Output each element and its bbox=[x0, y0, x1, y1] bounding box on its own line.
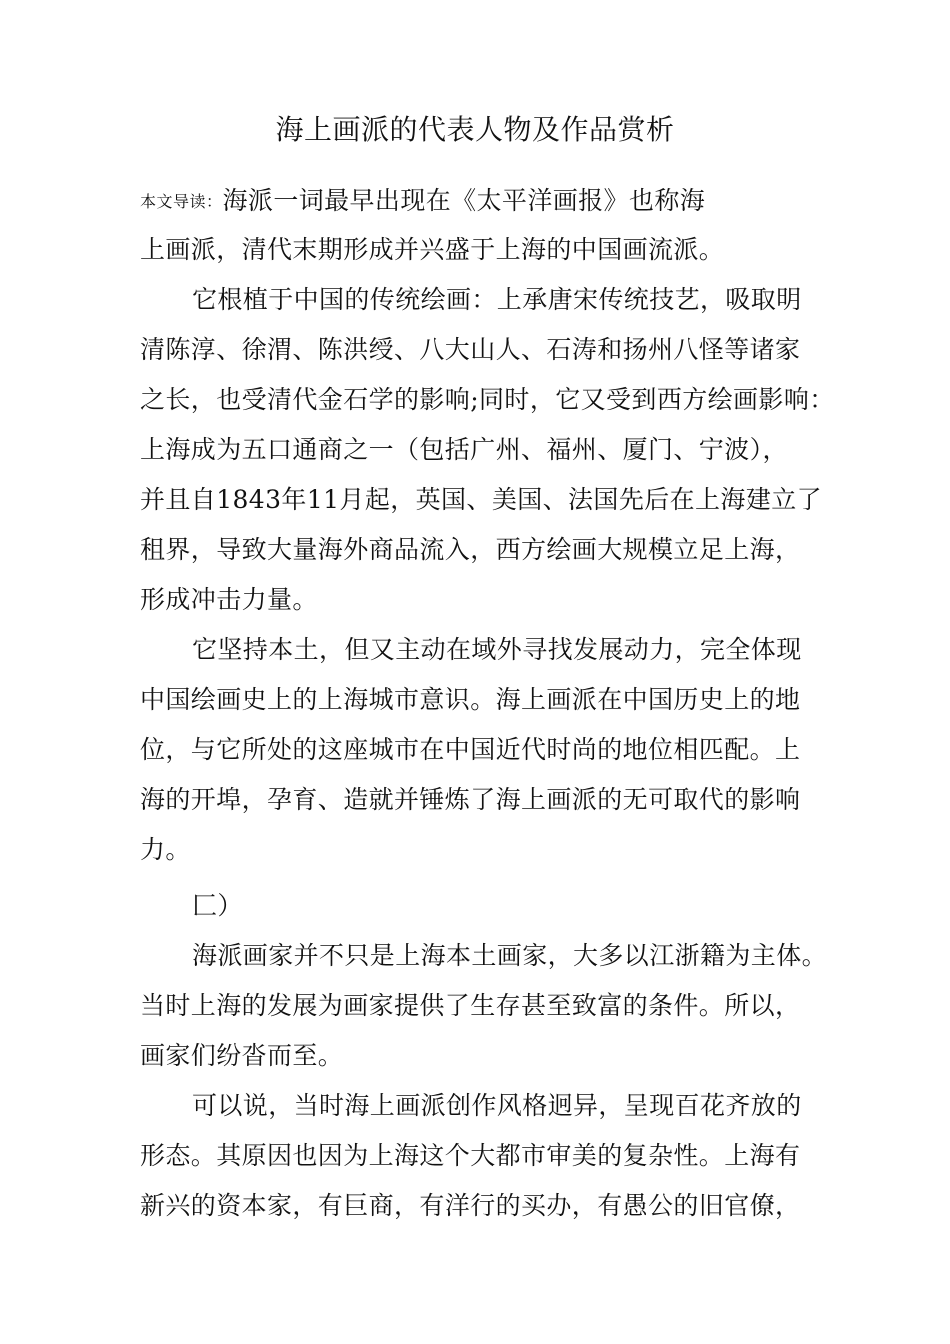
paragraph-line: 力。 bbox=[140, 835, 191, 864]
intro-text: 海派一词最早出现在《太平洋画报》也称海 bbox=[222, 186, 706, 215]
paragraph-line: 形态。其原因也因为上海这个大都市审美的复杂性。上海有 bbox=[140, 1141, 801, 1170]
paragraph-line: 清陈淳、徐渭、陈洪绶、八大山人、石涛和扬州八怪等诸家 bbox=[140, 335, 801, 364]
paragraph-line: 画家们纷沓而至。 bbox=[140, 1041, 344, 1070]
intro-label: 本文导读： bbox=[140, 192, 223, 211]
paragraph-line: 形成冲击力量。 bbox=[140, 585, 318, 614]
document-title: 海上画派的代表人物及作品赏析 bbox=[275, 113, 675, 146]
paragraph-line: 它根植于中国的传统绘画：上承唐宋传统技艺，吸取明 bbox=[192, 285, 802, 314]
paragraph-line: 中国绘画史上的上海城市意识。海上画派在中国历史上的地 bbox=[140, 685, 801, 714]
paragraph-line: 并且自1843年11月起，英国、美国、法国先后在上海建立了 bbox=[140, 485, 823, 514]
paragraph-line: 位，与它所处的这座城市在中国近代时尚的地位相匹配。上 bbox=[140, 735, 801, 764]
paragraph-line: 新兴的资本家，有巨商，有洋行的买办，有愚公的旧官僚， bbox=[140, 1191, 801, 1220]
paragraph-line: 海的开埠，孕育、造就并锤炼了海上画派的无可取代的影响 bbox=[140, 785, 801, 814]
paragraph-line: 之长，也受清代金石学的影响;同时，它又受到西方绘画影响： bbox=[140, 385, 835, 414]
paragraph-line: 可以说，当时海上画派创作风格迥异，呈现百花齐放的 bbox=[192, 1091, 802, 1120]
section-heading: 匚） bbox=[192, 891, 243, 920]
text-line: 上画派，清代末期形成并兴盛于上海的中国画流派。 bbox=[140, 235, 725, 264]
paragraph-line: 当时上海的发展为画家提供了生存甚至致富的条件。所以， bbox=[140, 991, 801, 1020]
paragraph-line: 上海成为五口通商之一（包括广州、福州、厦门、宁波）， bbox=[140, 435, 788, 464]
intro-line bbox=[140, 184, 705, 219]
paragraph-line: 租界，导致大量海外商品流入，西方绘画大规模立足上海， bbox=[140, 535, 801, 564]
paragraph-line: 海派画家并不只是上海本土画家，大多以江浙籍为主体。 bbox=[192, 941, 828, 970]
paragraph-line: 它坚持本土，但又主动在域外寻找发展动力，完全体现 bbox=[192, 635, 802, 664]
